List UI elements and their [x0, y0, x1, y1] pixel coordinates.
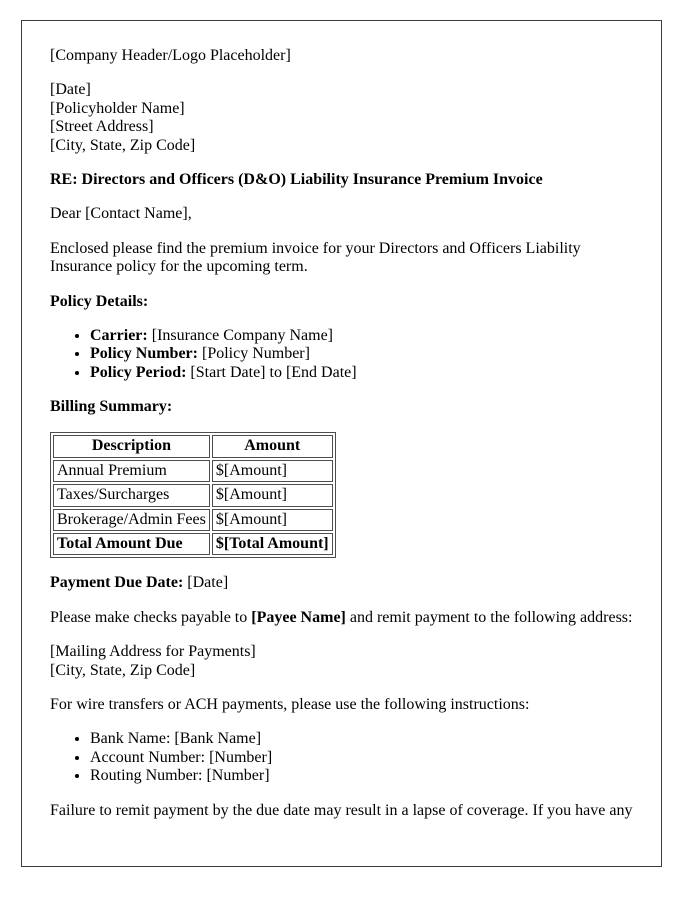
mailing-address-placeholder: [Mailing Address for Payments] — [50, 643, 256, 661]
policy-details-heading: Policy Details: — [50, 292, 149, 310]
list-item-policy-period — [90, 364, 641, 382]
description-cell: Brokerage/Admin Fees — [53, 509, 210, 531]
payee-name-placeholder: [Payee Name] — [251, 608, 346, 626]
table-header-row — [53, 435, 333, 457]
salutation: Dear [Contact Name], — [50, 205, 192, 223]
list-item-routing-number: • Routing Number: [Number] — [90, 767, 641, 785]
amount-cell: $[Amount] — [212, 460, 333, 482]
wire-instructions-intro: For wire transfers or ACH payments, please use the following instructions: — [50, 695, 530, 713]
policy-number-label: Policy Number: — [90, 345, 198, 363]
mailing-address-block — [50, 643, 641, 680]
table-row — [53, 509, 333, 531]
date-placeholder: [Date] — [50, 81, 91, 99]
table-row-total — [53, 533, 333, 555]
wire-instructions-list — [50, 730, 641, 785]
billing-table — [50, 432, 336, 558]
policy-details-list — [50, 327, 641, 382]
list-item-bank-name: • Bank Name: [Bank Name] — [90, 730, 641, 748]
amount-cell: $[Amount] — [212, 484, 333, 506]
checks-suffix: and remit payment to the following address: — [345, 608, 633, 626]
policy-period-value: [Start Date] to [End Date] — [186, 363, 357, 381]
payment-due-line — [50, 574, 641, 592]
recipient-address-block — [50, 81, 641, 155]
checks-prefix: Please make checks payable to — [50, 608, 252, 626]
amount-column-header: Amount — [212, 435, 333, 457]
payment-due-label: Payment Due Date: — [50, 574, 184, 592]
description-cell: Taxes/Surcharges — [53, 484, 210, 506]
amount-cell: $[Amount] — [212, 509, 333, 531]
policyholder-name-placeholder: [Policyholder Name] — [50, 99, 185, 117]
policy-period-label: Policy Period: — [90, 363, 187, 381]
list-item-account-number: • Account Number: [Number] — [90, 749, 641, 767]
policy-number-value: [Policy Number] — [197, 345, 310, 363]
mailing-city-state-zip-placeholder: [City, State, Zip Code] — [50, 661, 196, 679]
invoice-letter — [21, 20, 662, 867]
closing-paragraph-clipped: Failure to remit payment by the due date may result in a lapse of coverage. If you have any — [50, 801, 633, 819]
description-cell: Total Amount Due — [53, 533, 210, 555]
intro-paragraph: Enclosed please find the premium invoice for your Directors and Officers Liability Insurance policy for the upcoming term. — [50, 239, 581, 276]
payment-due-value: [Date] — [183, 574, 229, 592]
carrier-value: [Insurance Company Name] — [147, 326, 333, 344]
list-item-carrier — [90, 327, 641, 345]
list-item-policy-number — [90, 345, 641, 363]
billing-summary-heading: Billing Summary: — [50, 398, 173, 416]
city-state-zip-placeholder: [City, State, Zip Code] — [50, 136, 196, 154]
amount-cell: $[Total Amount] — [212, 533, 333, 555]
letter-viewport — [21, 20, 662, 819]
company-header-placeholder: [Company Header/Logo Placeholder] — [50, 47, 291, 64]
street-address-placeholder: [Street Address] — [50, 118, 154, 136]
table-row — [53, 460, 333, 482]
checks-payable-line — [50, 609, 641, 627]
description-cell: Annual Premium — [53, 460, 210, 482]
carrier-label: Carrier: — [90, 326, 148, 344]
subject-line: RE: Directors and Officers (D&O) Liability Insurance Premium Invoice — [50, 170, 543, 188]
table-row — [53, 484, 333, 506]
description-column-header: Description — [53, 435, 210, 457]
